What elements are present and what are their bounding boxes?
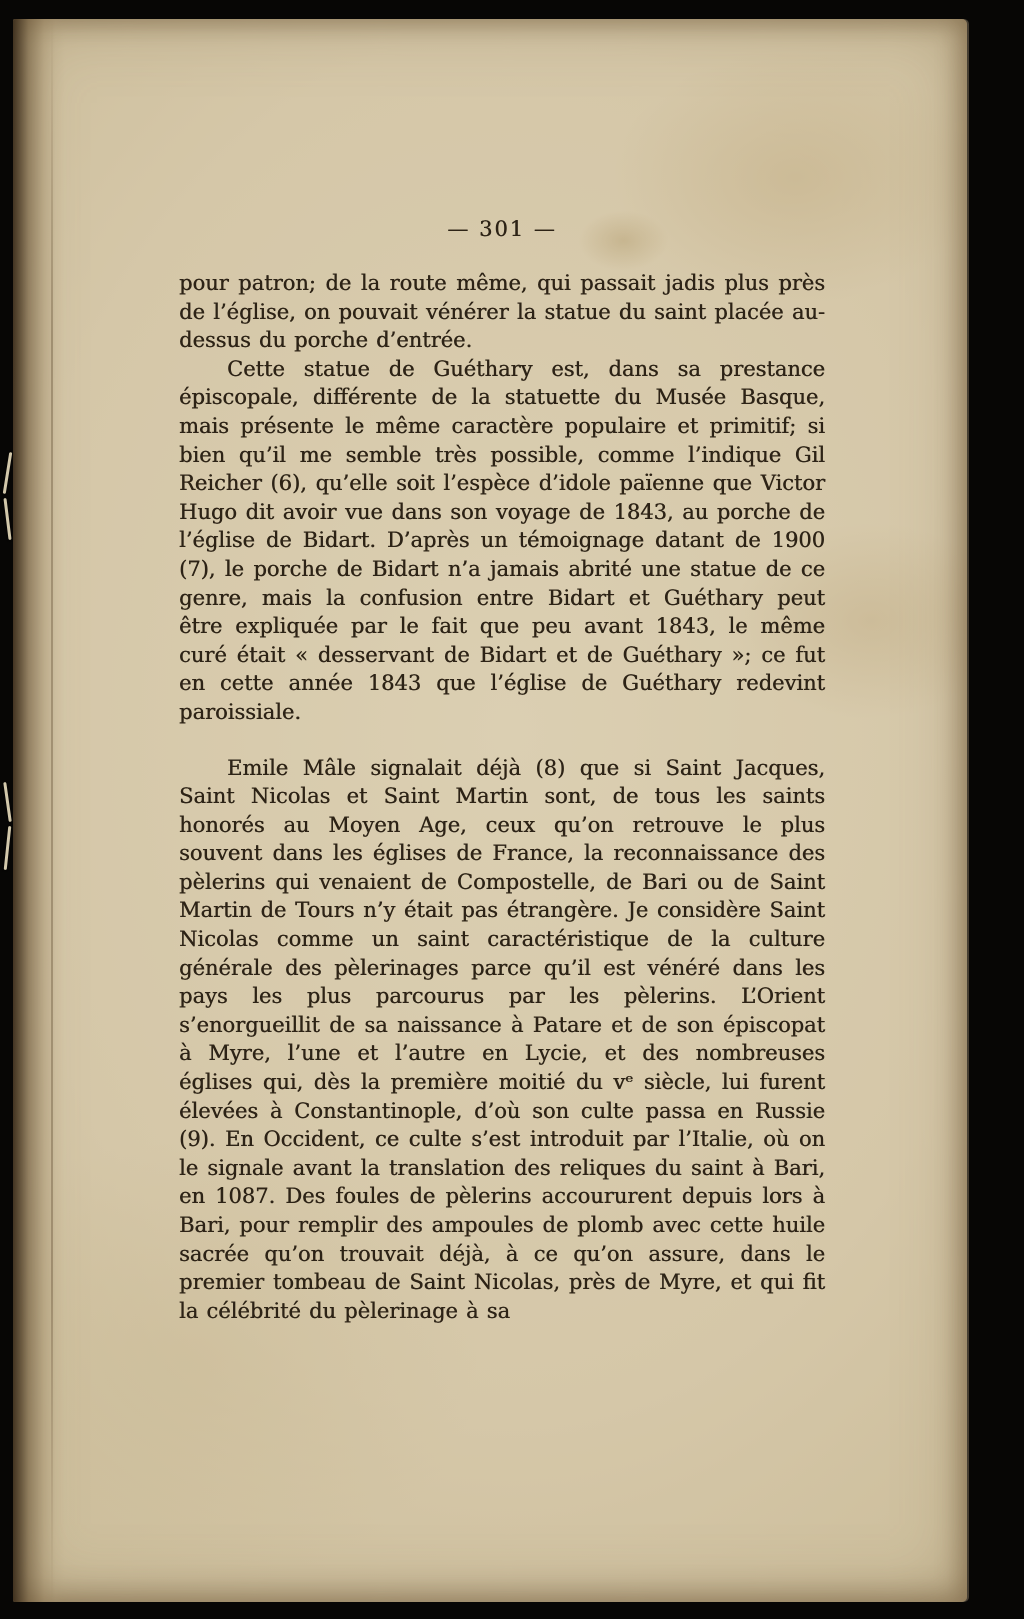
paragraph-statue-guethary: Cette statue de Guéthary est, dans sa prestance épiscopale, différente de la statuette du Musée Basque, mais présente le même caractère populaire et primitif; si bien qu’il me semble très possible, comme l’indique Gil Reicher (6), qu’elle soit l’espèce d’idole païenne que Victor Hugo dit avoir vue dans son voyage de 1843, au porche de l’église de Bidart. D’après un témoignage datant de 1900 (7), le porche de Bidart n’a jamais abrité une statue de ce genre, mais la confusion entre Bidart et Guéthary peut être expliquée par le fait que peu avant 1843, le même curé était « desservant de Bidart et de Guéthary »; ce fut en cette année 1843 que l’église de Guéthary redevint paroissiale.: [179, 356, 825, 724]
paragraph-continuation: pour patron; de la route même, qui passait jadis plus près de l’église, on pouvait vénérer la statue du saint placée au-dessus du porche d’entrée.: [179, 271, 825, 353]
page-number: — 301 —: [447, 217, 557, 241]
book-page: [13, 19, 967, 1602]
binding-stitch-bottom: [3, 782, 17, 872]
book-binding-edge: [13, 19, 65, 1602]
page-text-block: [179, 19, 825, 1325]
binding-stitch-top: [3, 452, 17, 542]
paragraph-emile-male: Emile Mâle signalait déjà (8) que si Saint Jacques, Saint Nicolas et Saint Martin sont, de tous les saints honorés au Moyen Age, ceux qu’on retrouve le plus souvent dans les églises de France, la reconnaissance des pèlerins qui venaient de Compostelle, de Bari ou de Saint Martin de Tours n’y était pas étrangère. Je considère Saint Nicolas comme un saint caractéristique de la culture générale des pèlerinages parce qu’il est vénéré dans les pays les plus parcourus par les pèlerins. L’Orient s’enorgueillit de sa naissance à Patare et de son épiscopat à Myre, l’une et l’autre en Lycie, et des nombreuses églises qui, dès la première moitié du vᵉ siècle, lui furent élevées à Constantinople, d’où son culte passa en Russie (9). En Occident, ce culte s’est introduit par l’Italie, où on le signale avant la translation des reliques du saint à Bari, en 1087. Des foules de pèlerins accoururent depuis lors à Bari, pour remplir des ampoules de plomb avec cette huile sacrée qu’on trouvait déjà, à ce qu’on assure, dans le premier tombeau de Saint Nicolas, près de Myre, et qui fit la célébrité du pèlerinage à sa: [179, 755, 825, 1323]
